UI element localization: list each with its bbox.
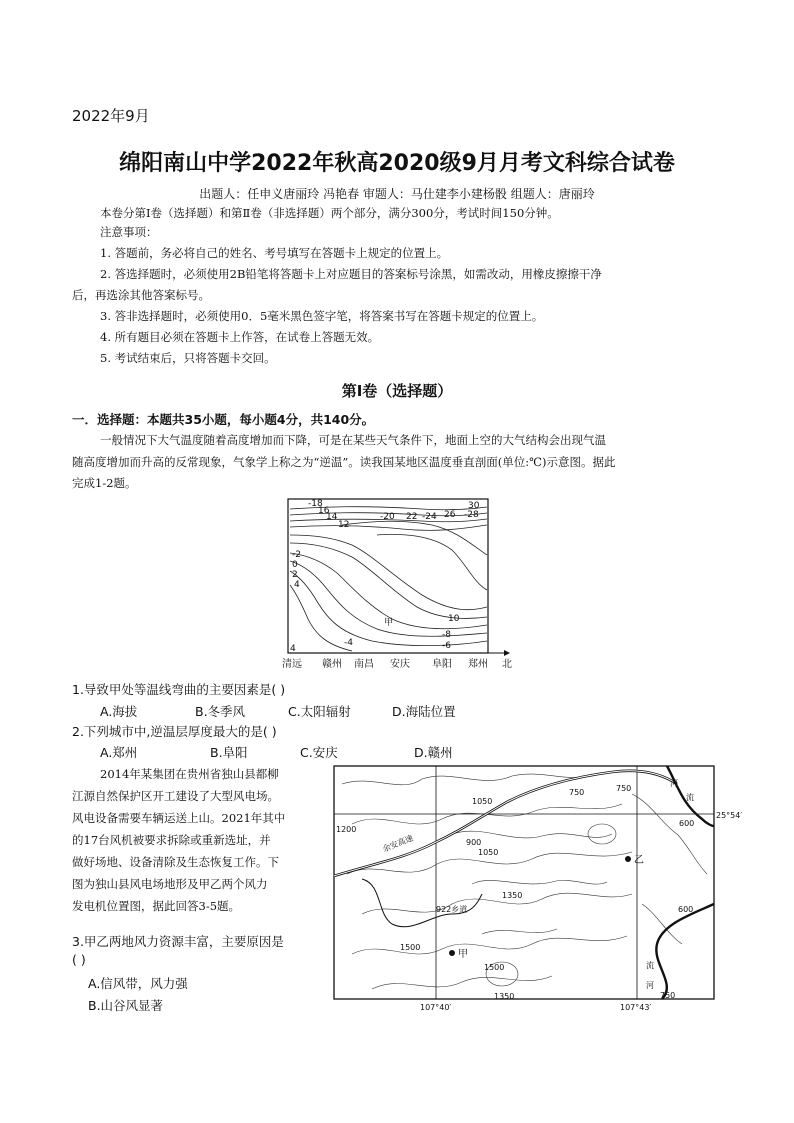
river-label: 流 xyxy=(646,961,654,970)
temperature-profile-figure xyxy=(282,495,512,673)
isotherm-label: 26 xyxy=(444,510,456,520)
contour-label: 1350 xyxy=(502,891,523,900)
q2-option-d: D.赣州 xyxy=(414,745,453,760)
isotherm-label: 2 xyxy=(292,570,298,580)
q1-option-b: B.冬季风 xyxy=(195,704,246,719)
point-jia-label: 甲 xyxy=(458,949,468,960)
contour-label: 900 xyxy=(466,838,482,847)
passage-2-line: 发电机位置图，据此回答3-5题。 xyxy=(72,899,241,913)
isotherm-label: 10 xyxy=(448,614,460,624)
passage-2: 2014年某集团在贵州省独山县都柳 xyxy=(100,767,279,781)
city-label: 清远 xyxy=(282,659,302,670)
exam-date: 2022年9月 xyxy=(72,107,150,125)
q1-option-d: D.海陆位置 xyxy=(392,704,456,719)
contour-label: 1050 xyxy=(472,797,493,806)
contour-label: 750 xyxy=(616,784,632,793)
contour-label: 750 xyxy=(660,991,676,1000)
city-label: 安庆 xyxy=(390,659,410,670)
longitude-label: 107°40′ xyxy=(420,1003,452,1012)
passage-2-line: 图为独山县风电场地形及甲乙两个风力 xyxy=(72,877,268,891)
contour-label: 1350 xyxy=(494,992,515,1001)
topographic-map-figure xyxy=(332,764,772,1014)
isotherm-label: 14 xyxy=(326,512,338,522)
note-4: 4. 所有题目必须在答题卡上作答，在试卷上答题无效。 xyxy=(100,330,380,344)
q3-option-b: B.山谷风显著 xyxy=(88,998,164,1013)
contour-label: 750 xyxy=(569,788,585,797)
north-label: 北 xyxy=(502,659,512,670)
contour-label: 1200 xyxy=(336,825,357,834)
q1-option-a: A.海拔 xyxy=(100,704,138,719)
expressway-label: 余安高速 xyxy=(381,833,415,854)
latitude-label: 25°54′ xyxy=(716,811,743,820)
contour-label: 600 xyxy=(678,905,694,914)
isotherm-label: -24 xyxy=(422,512,437,522)
question-3-paren: ( ) xyxy=(72,952,86,967)
city-label: 郑州 xyxy=(468,659,488,670)
passage-1-cont: 随高度增加而升高的反常现象，气象学上称之为“逆温”。读我国某地区温度垂直剖面(单位:℃)示意图。据此 xyxy=(72,455,616,469)
q1-option-c: C.太阳辐射 xyxy=(288,704,351,719)
city-label: 阜阳 xyxy=(432,659,452,670)
isotherm-label: 22 xyxy=(406,512,418,522)
point-yi-label: 乙 xyxy=(634,855,644,866)
note-1: 1. 答题前，务必将自己的姓名、考号填写在答题卡上规定的位置上。 xyxy=(100,246,449,260)
question-2-stem: 2.下列城市中,逆温层厚度最大的是( ) xyxy=(72,724,277,739)
river-label: 河 xyxy=(670,779,678,788)
contour-label: 1500 xyxy=(484,963,505,972)
isotherm-label: 12 xyxy=(338,520,350,530)
isotherm-label: -4 xyxy=(344,638,353,648)
isotherm-label: 0 xyxy=(292,560,298,570)
isotherm-label: -20 xyxy=(380,512,395,522)
isotherm-label: -6 xyxy=(442,641,451,651)
note-2-cont: 后，再选涂其他答案标号。 xyxy=(72,288,210,302)
isotherm-label: -28 xyxy=(464,510,479,520)
passage-2-line: 风电设备需要车辆运送上山。2021年其中 xyxy=(72,811,286,825)
q2-option-c: C.安庆 xyxy=(300,745,338,760)
question-3-stem: 3.甲乙两地风力资源丰富，主要原因是 xyxy=(72,934,284,949)
section-heading: 一．选择题：本题共35小题，每小题4分，共140分。 xyxy=(72,412,375,427)
passage-2-line: 的17台风机被要求拆除或重新选址，并 xyxy=(72,833,271,847)
intro-line: 本卷分第Ⅰ卷（选择题）和第Ⅱ卷（非选择题）两个部分，满分300分，考试时间150分钟。 xyxy=(100,206,559,220)
question-1-stem: 1.导致甲处等温线弯曲的主要因素是( ) xyxy=(72,682,286,697)
exam-title: 绵阳南山中学2022年秋高2020级9月月考文科综合试卷 xyxy=(119,151,675,176)
passage-2-line: 做好场地、设备清除及生态恢复工作。下 xyxy=(72,855,279,869)
isotherm-label: 4 xyxy=(294,580,300,590)
q2-option-b: B.阜阳 xyxy=(210,745,248,760)
isotherm-label: 4 xyxy=(290,644,296,654)
isotherm-label: -18 xyxy=(308,499,323,509)
isotherm-label: -2 xyxy=(292,550,301,560)
q3-option-a: A.信风带，风力强 xyxy=(88,976,188,991)
isotherm-label: 16 xyxy=(318,506,330,516)
river-label: 河 xyxy=(646,981,654,990)
jia-label: 甲 xyxy=(384,618,394,628)
section-title: 第Ⅰ卷（选择题） xyxy=(341,382,453,400)
author-line: 出题人：任申义唐丽玲 冯艳春 审题人：马仕建李小建杨骰 组题人：唐丽玲 xyxy=(199,187,595,201)
longitude-label: 107°43′ xyxy=(620,1003,652,1012)
isotherm-label: -8 xyxy=(442,630,451,640)
road-label: 922乡道 xyxy=(436,905,468,914)
river-label: 流 xyxy=(686,793,694,802)
note-2: 2. 答选择题时，必须使用2B铅笔将答题卡上对应题目的答案标号涂黑，如需改动，用橡皮擦擦干净 xyxy=(100,267,602,281)
passage-1: 一般情况下大气温度随着高度增加而下降，可是在某些天气条件下，地面上空的大气结构会出现气温 xyxy=(100,433,606,447)
q2-option-a: A.郑州 xyxy=(100,745,138,760)
isotherm-label: 30 xyxy=(468,501,480,511)
note-3: 3. 答非选择题时，必须使用0．5毫米黑色签字笔，将答案书写在答题卡规定的位置上。 xyxy=(100,309,544,323)
contour-label: 1500 xyxy=(400,943,421,952)
passage-1-end: 完成1-2题。 xyxy=(72,476,137,490)
contour-label: 600 xyxy=(679,819,695,828)
notes-label: 注意事项： xyxy=(100,225,158,239)
contour-label: 1050 xyxy=(478,848,499,857)
passage-2-line: 江源自然保护区开工建设了大型风电场。 xyxy=(72,789,279,803)
city-label: 赣州 xyxy=(322,659,342,670)
city-label: 南昌 xyxy=(354,659,374,670)
note-5: 5. 考试结束后，只将答题卡交回。 xyxy=(100,351,276,365)
